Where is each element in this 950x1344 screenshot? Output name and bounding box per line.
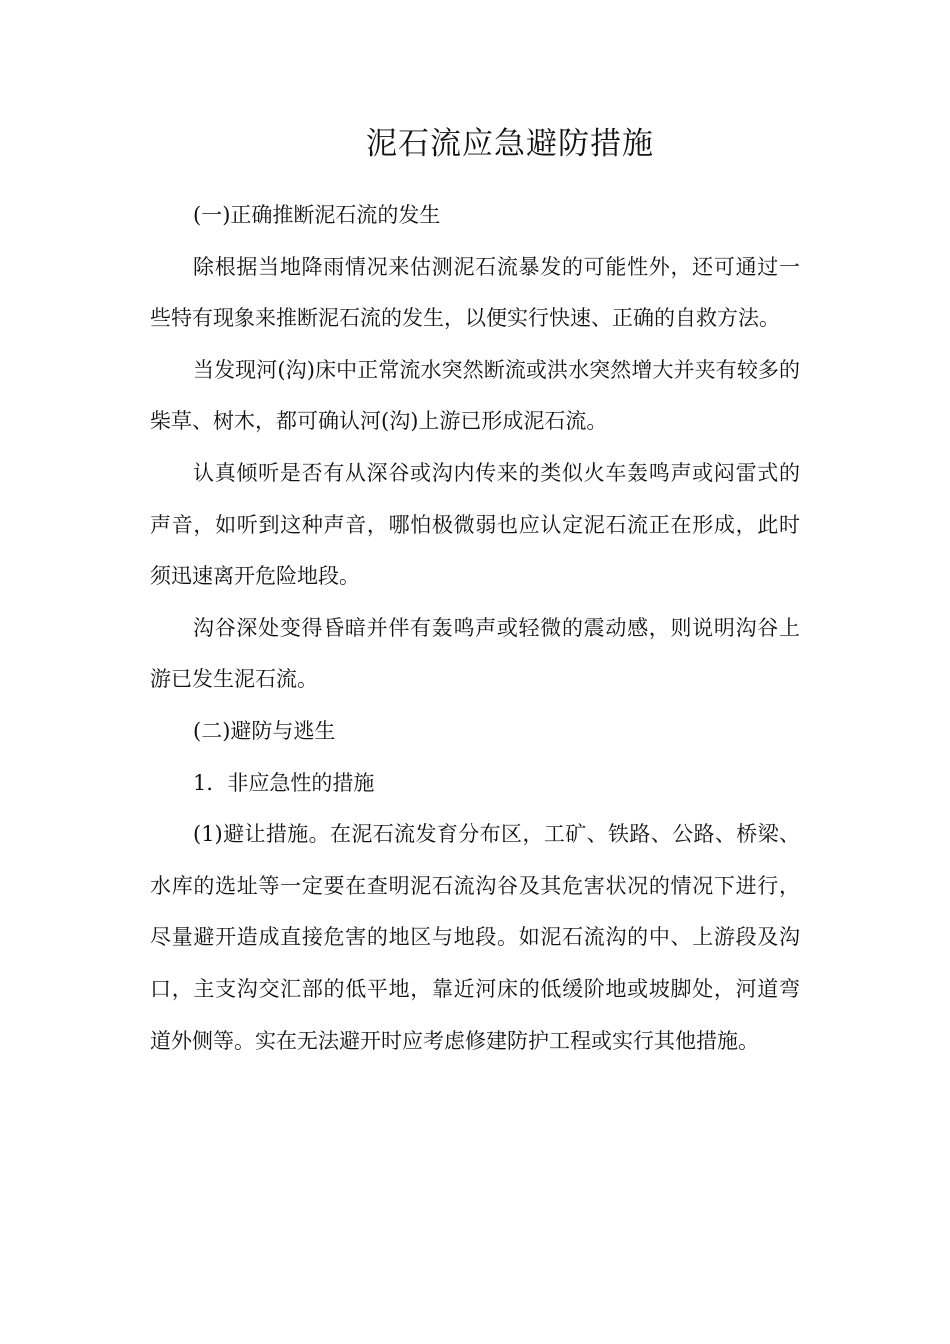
section-heading-2: (二)避防与逃生 (193, 718, 336, 743)
section-heading-1: (一)正确推断泥石流的发生 (193, 203, 441, 227)
paragraph: 沟谷深处变得昏暗并伴有轰鸣声或轻微的震动感，则说明沟谷上游已发生泥石流。 (150, 615, 800, 692)
paragraph: 认真倾听是否有从深谷或沟内传来的类似火车轰鸣声或闷雷式的声音，如听到这种声音，哪怕极微弱也应认定泥石流正在形成，此时须迅速离开危险地段。 (150, 460, 800, 589)
document-body (150, 190, 800, 1067)
paragraph: (1)避让措施。在泥石流发育分布区，工矿、铁路、公路、桥梁、水库的选址等一定要在查明泥石流沟谷及其危害状况的情况下进行，尽量避开造成直接危害的地区与地段。如泥石流沟的中、上游段及沟口，主支沟交汇部的低平地，靠近河床的低缓阶地或坡脚处，河道弯道外侧等。实在无法避开时应考虑修建防护工程或实行其他措施。 (150, 822, 800, 1053)
subsection-heading: 1．非应急性的措施 (193, 770, 375, 795)
paragraph: 当发现河(沟)床中正常流水突然断流或洪水突然增大并夹有较多的柴草、树木，都可确认河(沟)上游已形成泥石流。 (150, 357, 800, 434)
document-title: 泥石流应急避防措施 (366, 126, 654, 162)
paragraph: 除根据当地降雨情况来估测泥石流暴发的可能性外，还可通过一些特有现象来推断泥石流的发生，以便实行快速、正确的自救方法。 (150, 254, 800, 331)
